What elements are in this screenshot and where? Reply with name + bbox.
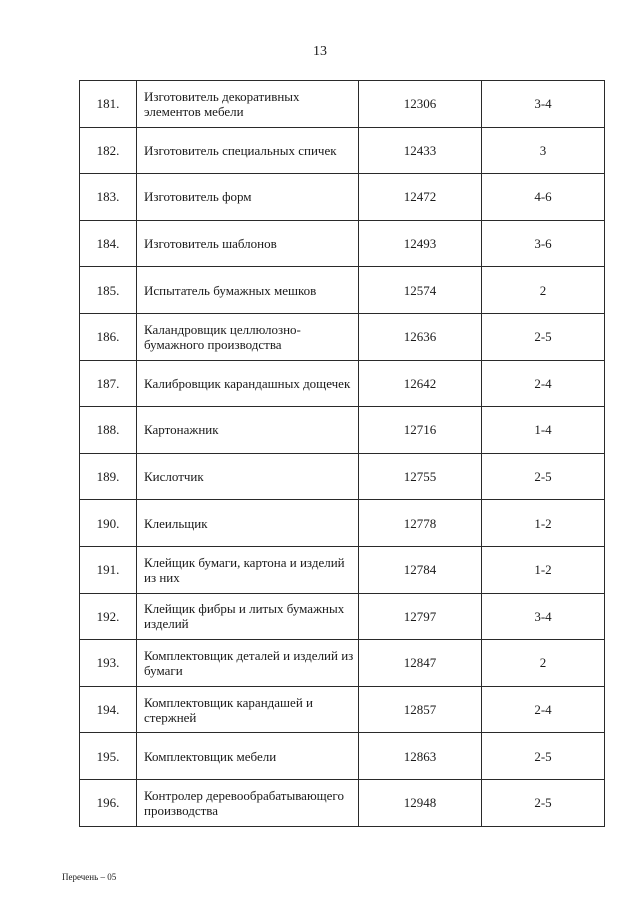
grade-range: 2-5 (482, 733, 605, 780)
grade-range: 2 (482, 640, 605, 687)
table-row (80, 174, 605, 221)
row-number: 183. (80, 174, 137, 221)
profession-name: Комплектовщик деталей и изделий из бумаги (137, 640, 359, 687)
profession-name: Комплектовщик карандашей и стержней (137, 686, 359, 733)
profession-name: Каландровщик целлюлозно-бумажного производства (137, 313, 359, 360)
profession-code: 12472 (359, 174, 482, 221)
table-row (80, 686, 605, 733)
table-row (80, 220, 605, 267)
table-row (80, 733, 605, 780)
professions-table (79, 80, 605, 827)
table-row (80, 267, 605, 314)
grade-range: 3 (482, 127, 605, 174)
row-number: 181. (80, 81, 137, 128)
profession-name: Картонажник (137, 407, 359, 454)
row-number: 184. (80, 220, 137, 267)
table-row (80, 453, 605, 500)
profession-code: 12778 (359, 500, 482, 547)
profession-name: Калибровщик карандашных дощечек (137, 360, 359, 407)
row-number: 190. (80, 500, 137, 547)
profession-name: Контролер деревообрабатывающего производства (137, 779, 359, 826)
grade-range: 2-4 (482, 360, 605, 407)
profession-code: 12948 (359, 779, 482, 826)
grade-range: 1-4 (482, 407, 605, 454)
table-row (80, 313, 605, 360)
profession-name: Кислотчик (137, 453, 359, 500)
profession-code: 12574 (359, 267, 482, 314)
profession-code: 12863 (359, 733, 482, 780)
grade-range: 2-4 (482, 686, 605, 733)
profession-code: 12847 (359, 640, 482, 687)
table-row (80, 81, 605, 128)
profession-name: Изготовитель специальных спичек (137, 127, 359, 174)
row-number: 191. (80, 546, 137, 593)
table-row (80, 779, 605, 826)
row-number: 185. (80, 267, 137, 314)
profession-code: 12755 (359, 453, 482, 500)
grade-range: 3-4 (482, 81, 605, 128)
profession-name: Клейщик бумаги, картона и изделий из них (137, 546, 359, 593)
profession-code: 12716 (359, 407, 482, 454)
page-number: 13 (313, 44, 327, 59)
row-number: 182. (80, 127, 137, 174)
profession-name: Клеильщик (137, 500, 359, 547)
profession-code: 12433 (359, 127, 482, 174)
grade-range: 2-5 (482, 453, 605, 500)
profession-code: 12797 (359, 593, 482, 640)
footer-note: Перечень – 05 (62, 872, 117, 882)
grade-range: 3-4 (482, 593, 605, 640)
row-number: 188. (80, 407, 137, 454)
row-number: 193. (80, 640, 137, 687)
profession-name: Изготовитель декоративных элементов мебели (137, 81, 359, 128)
grade-range: 1-2 (482, 546, 605, 593)
table-row (80, 640, 605, 687)
row-number: 194. (80, 686, 137, 733)
grade-range: 3-6 (482, 220, 605, 267)
profession-code: 12306 (359, 81, 482, 128)
row-number: 189. (80, 453, 137, 500)
table-row (80, 593, 605, 640)
row-number: 195. (80, 733, 137, 780)
table-row (80, 500, 605, 547)
row-number: 187. (80, 360, 137, 407)
grade-range: 4-6 (482, 174, 605, 221)
professions-table-body (80, 81, 605, 827)
table-row (80, 360, 605, 407)
row-number: 186. (80, 313, 137, 360)
grade-range: 2 (482, 267, 605, 314)
table-row (80, 127, 605, 174)
profession-code: 12857 (359, 686, 482, 733)
table-row (80, 546, 605, 593)
profession-code: 12636 (359, 313, 482, 360)
profession-code: 12493 (359, 220, 482, 267)
grade-range: 2-5 (482, 313, 605, 360)
profession-name: Изготовитель шаблонов (137, 220, 359, 267)
profession-name: Изготовитель форм (137, 174, 359, 221)
profession-name: Комплектовщик мебели (137, 733, 359, 780)
row-number: 196. (80, 779, 137, 826)
grade-range: 1-2 (482, 500, 605, 547)
row-number: 192. (80, 593, 137, 640)
profession-name: Испытатель бумажных мешков (137, 267, 359, 314)
profession-code: 12642 (359, 360, 482, 407)
profession-name: Клейщик фибры и литых бумажных изделий (137, 593, 359, 640)
profession-code: 12784 (359, 546, 482, 593)
table-row (80, 407, 605, 454)
grade-range: 2-5 (482, 779, 605, 826)
